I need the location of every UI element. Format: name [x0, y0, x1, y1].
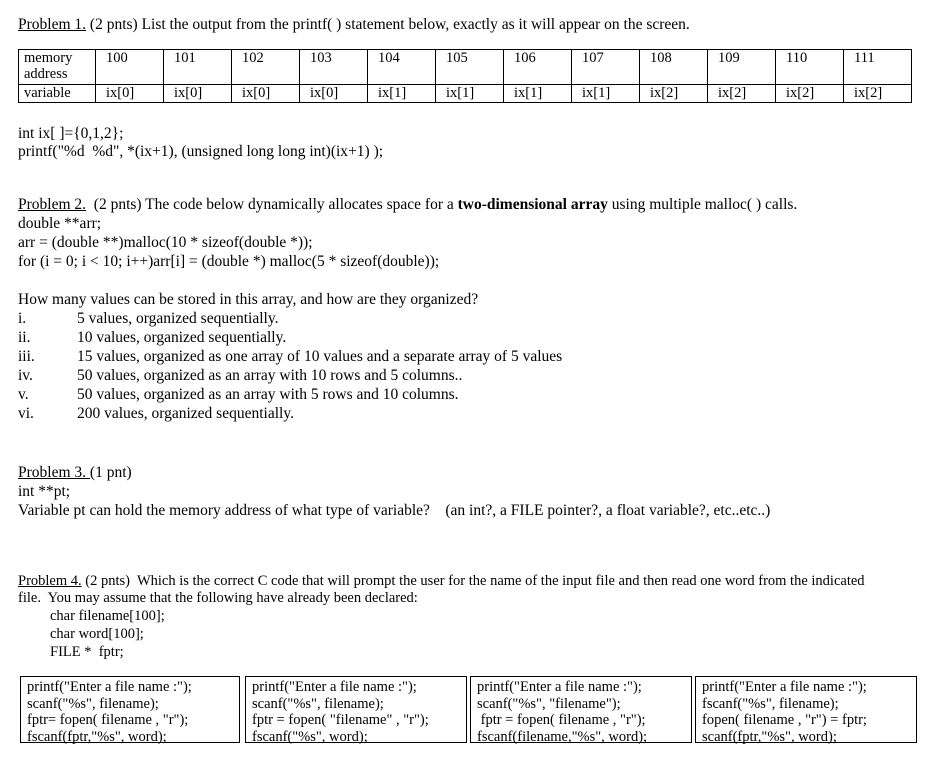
code-line: fscanf("%s", filename); — [702, 695, 839, 712]
code-line: printf("Enter a file name :"); — [702, 679, 867, 695]
declaration-line: char word[100]; — [50, 626, 144, 642]
variable-row — [19, 85, 912, 103]
code-line: fscanf(fptr,"%s", word); — [27, 728, 167, 745]
problem-3-label: Problem 3. — [18, 464, 90, 481]
code-line: fptr = fopen( "filename" , "r"); — [252, 712, 429, 728]
option-text: 50 values, organized as an array with 5 rows and 10 columns. — [77, 386, 459, 403]
problem-2-question: How many values can be stored in this array, and how are they organized? — [18, 291, 479, 308]
address-cell: 106 — [504, 50, 572, 85]
variable-cell: ix[0] — [164, 85, 232, 103]
variable-cell: ix[2] — [844, 85, 912, 103]
code-line: scanf(fptr,"%s", word); — [702, 728, 837, 745]
problem-2-code-line: for (i = 0; i < 10; i++)arr[i] = (double *) malloc(5 * sizeof(double)); — [18, 253, 440, 270]
code-line: scanf("%s", filename); — [27, 695, 159, 712]
variable-header: variable — [19, 85, 96, 103]
answer-choice-1 — [20, 676, 240, 743]
option-number: iv. — [18, 367, 33, 384]
address-cell: 109 — [708, 50, 776, 85]
code-line: scanf("%s", filename); — [252, 695, 384, 712]
address-cell: 102 — [232, 50, 300, 85]
variable-cell: ix[0] — [232, 85, 300, 103]
declaration-line: FILE * fptr; — [50, 644, 124, 660]
option-number: i. — [18, 310, 27, 327]
option-number: vi. — [18, 405, 34, 422]
problem-3-question: Variable pt can hold the memory address of what type of variable? (an int?, a FILE pointer?, a float variable?, etc..etc..) — [18, 502, 771, 519]
address-cell: 100 — [96, 50, 164, 85]
code-line: fopen( filename , "r") = fptr; — [702, 712, 867, 728]
address-header: memory address — [19, 50, 96, 85]
option-number: iii. — [18, 348, 35, 365]
code-line: scanf("%s", "filename"); — [477, 695, 621, 712]
declaration-line: char filename[100]; — [50, 608, 165, 624]
option-number: v. — [18, 386, 29, 403]
address-cell: 104 — [368, 50, 436, 85]
variable-cell: ix[1] — [504, 85, 572, 103]
variable-cell: ix[2] — [640, 85, 708, 103]
problem-2-text-post: using multiple malloc( ) calls. — [607, 196, 798, 213]
address-cell: 107 — [572, 50, 640, 85]
variable-cell: ix[2] — [776, 85, 844, 103]
problem-2-text-bold: two-dimensional array — [457, 196, 608, 213]
answer-choice-3 — [470, 676, 692, 743]
code-line: fptr= fopen( filename , "r"); — [27, 712, 189, 728]
answer-choice-4 — [695, 676, 917, 743]
option-number: ii. — [18, 329, 31, 346]
code-line: printf("Enter a file name :"); — [477, 679, 642, 695]
option-text: 10 values, organized sequentially. — [77, 329, 287, 346]
problem-2-code-line: arr = (double **)malloc(10 * sizeof(double *)); — [18, 234, 313, 251]
problem-1-code-line: printf("%d %d", *(ix+1), (unsigned long long int)(ix+1) ); — [18, 143, 384, 160]
option-text: 15 values, organized as one array of 10 values and a separate array of 5 values — [77, 348, 563, 365]
variable-cell: ix[1] — [572, 85, 640, 103]
problem-2-text-pre: (2 pnts) The code below dynamically allocates space for a — [86, 196, 458, 213]
variable-cell: ix[1] — [368, 85, 436, 103]
address-cell: 110 — [776, 50, 844, 85]
variable-cell: ix[2] — [708, 85, 776, 103]
code-line: fptr = fopen( filename , "r"); — [477, 712, 646, 728]
variable-cell: ix[1] — [436, 85, 504, 103]
problem-2-code-line: double **arr; — [18, 215, 102, 232]
problem-1-text: (2 pnts) List the output from the printf( ) statement below, exactly as it will appear on the screen. — [86, 16, 690, 33]
problem-3-heading — [18, 463, 132, 482]
problem-2-label: Problem 2. — [18, 196, 87, 213]
variable-cell: ix[0] — [96, 85, 164, 103]
problem-2-heading — [18, 195, 797, 214]
option-text: 50 values, organized as an array with 10 rows and 5 columns.. — [77, 367, 463, 384]
option-text: 5 values, organized sequentially. — [77, 310, 279, 327]
code-line: fscanf(filename,"%s", word); — [477, 728, 648, 745]
answer-choice-2 — [245, 676, 467, 743]
problem-4-text-line1: (2 pnts) Which is the correct C code that will prompt the user for the name of the input file and then read one word from the indicated — [81, 573, 865, 589]
address-cell: 111 — [844, 50, 912, 85]
problem-1-code-line: int ix[ ]={0,1,2}; — [18, 125, 124, 142]
problem-4-label: Problem 4. — [18, 573, 82, 589]
memory-table — [18, 49, 912, 103]
address-cell: 108 — [640, 50, 708, 85]
address-cell: 101 — [164, 50, 232, 85]
code-line: printf("Enter a file name :"); — [252, 679, 417, 695]
option-text: 200 values, organized sequentially. — [77, 405, 294, 422]
variable-cell: ix[0] — [300, 85, 368, 103]
problem-3-code: int **pt; — [18, 483, 71, 500]
address-cell: 103 — [300, 50, 368, 85]
problem-1-heading — [18, 15, 690, 34]
problem-3-text: (1 pnt) — [89, 464, 132, 481]
code-line: printf("Enter a file name :"); — [27, 679, 192, 695]
address-cell: 105 — [436, 50, 504, 85]
code-line: fscanf("%s", word); — [252, 728, 368, 745]
problem-4-text-line2: file. You may assume that the following have already been declared: — [18, 590, 418, 606]
address-row — [19, 50, 912, 85]
problem-4-heading — [18, 573, 865, 590]
problem-1-label: Problem 1. — [18, 16, 87, 33]
